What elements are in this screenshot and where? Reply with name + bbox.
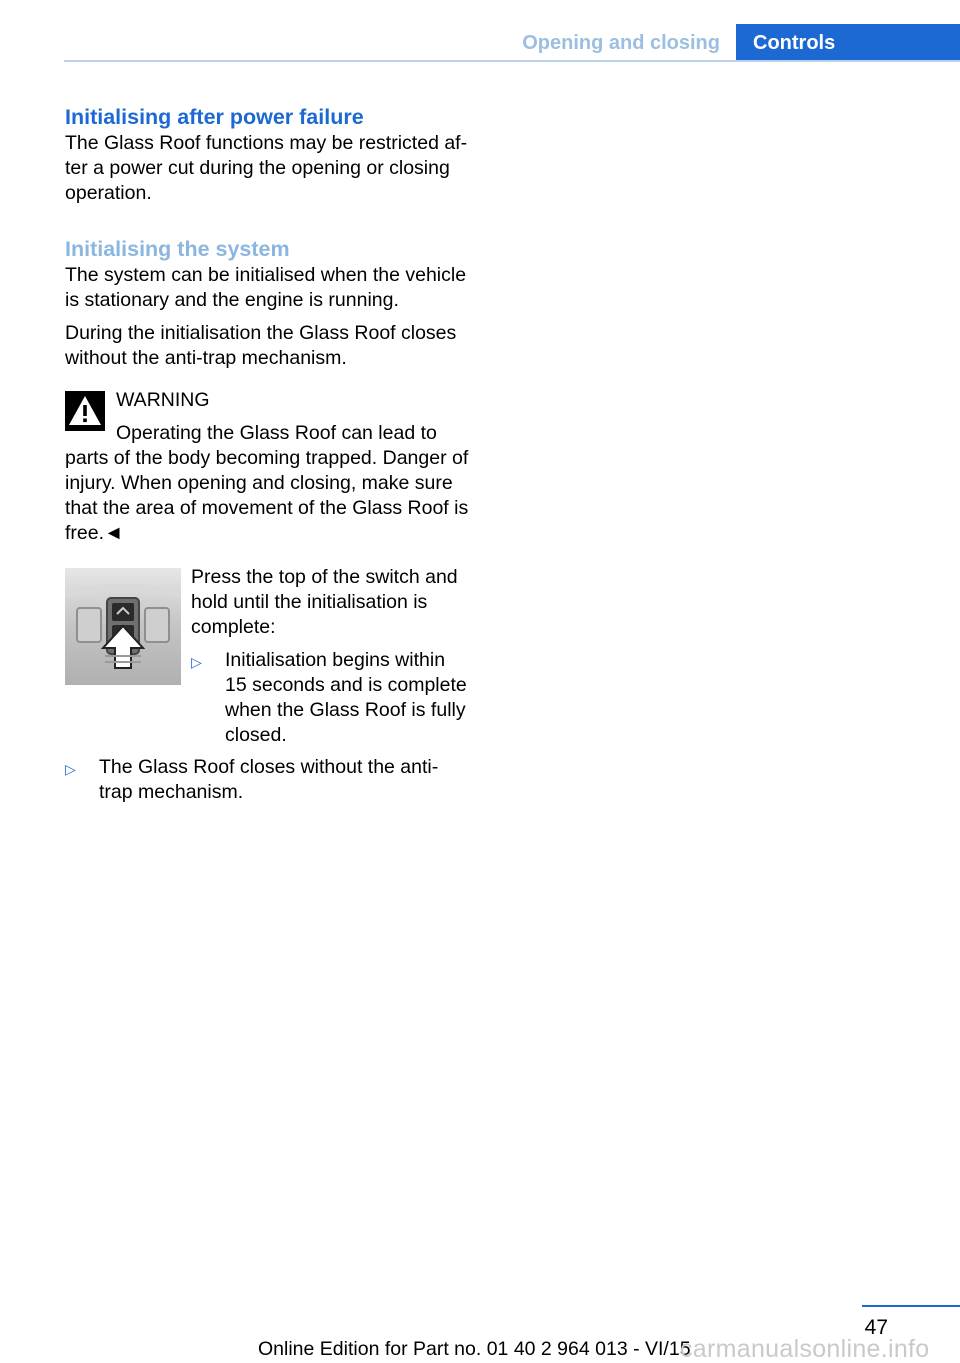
- para-init-1a: The system can be initialised when the vehicle: [65, 264, 467, 286]
- instruction-line: complete:: [191, 616, 276, 638]
- para-power-failure-2: ter a power cut during the opening or closing: [65, 157, 450, 179]
- warning-text-line: free.◄: [65, 522, 124, 544]
- para-power-failure-3: operation.: [65, 182, 152, 204]
- section-power-failure: [65, 103, 483, 206]
- instruction-line: Press the top of the switch and: [191, 566, 458, 588]
- header-divider: [64, 60, 960, 62]
- list-item-line: when the Glass Roof is fully: [225, 699, 466, 721]
- warning-title: WARNING: [116, 389, 210, 411]
- heading-power-failure: Initialising after power failure: [65, 105, 364, 129]
- heading-initialising-system: Initialising the system: [65, 237, 290, 261]
- instruction-text: [191, 565, 481, 640]
- section-initialising: [65, 235, 483, 371]
- list-item: [65, 755, 483, 805]
- triangle-bullet-icon: ▷: [65, 761, 76, 777]
- para-init-2a: During the initialisation the Glass Roof closes: [65, 322, 457, 344]
- glass-roof-switch-illustration: [65, 568, 181, 685]
- para-init-1b: is stationary and the engine is running.: [65, 289, 399, 311]
- warning-text-line: parts of the body becoming trapped. Danger of: [65, 447, 469, 469]
- warning-body: [65, 446, 483, 546]
- edition-note: Online Edition for Part no. 01 40 2 964 013 - VI/15: [258, 1338, 691, 1360]
- warning-text-first: Operating the Glass Roof can lead to: [116, 422, 437, 444]
- warning-text-line: injury. When opening and closing, make sure: [65, 472, 453, 494]
- list-item: [191, 648, 481, 748]
- para-init-2b: without the anti-trap mechanism.: [65, 347, 347, 369]
- list-item-line: trap mechanism.: [99, 781, 244, 803]
- page-number: 47: [864, 1316, 888, 1339]
- list-item-line: Initialisation begins within: [225, 649, 446, 671]
- footer-divider: [862, 1305, 960, 1307]
- watermark: carmanualsonline.info: [680, 1335, 930, 1363]
- instruction-line: hold until the initialisation is: [191, 591, 428, 613]
- header-section-title: Opening and closing: [522, 32, 720, 54]
- triangle-bullet-icon: ▷: [191, 654, 202, 670]
- para-power-failure-1: The Glass Roof functions may be restricted af-: [65, 132, 468, 154]
- header-tab-controls[interactable]: Controls: [736, 24, 960, 62]
- warning-text-line: that the area of movement of the Glass Roof is: [65, 497, 469, 519]
- list-item-line: closed.: [225, 724, 287, 746]
- list-item-line: 15 seconds and is complete: [225, 674, 467, 696]
- list-item-line: The Glass Roof closes without the anti-: [99, 756, 439, 778]
- warning-triangle-icon: [65, 391, 105, 431]
